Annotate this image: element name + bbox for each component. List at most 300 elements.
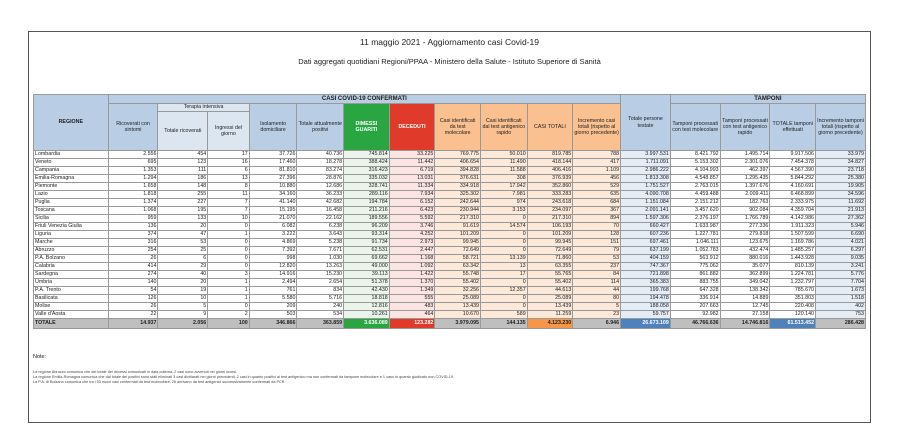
data-cell: 529 [573,183,621,191]
data-cell: 1.168 [389,255,435,263]
data-cell: 388.424 [344,159,390,167]
data-cell: 72.649 [435,247,481,255]
header-totale-ricoverati: Totale ricoverati [158,112,208,151]
data-cell: 207.663 [670,303,720,311]
data-cell: 1.224.781 [770,271,816,279]
data-cell: 35.077 [720,263,770,271]
data-cell: 237 [573,263,621,271]
table-row [34,271,866,279]
data-cell: 998 [249,255,297,263]
data-cell: 534 [297,311,344,319]
data-cell: 140 [108,279,158,287]
data-cell: 69.662 [344,255,390,263]
data-cell: 394.828 [435,167,481,175]
data-cell: 4.252 [389,231,435,239]
data-cell: 2.376.197 [670,215,720,223]
data-cell: 44 [573,287,621,295]
data-cell: 19.905 [816,183,866,191]
data-cell: 16.458 [297,207,344,215]
data-cell: 13.031 [389,175,435,183]
data-cell: 3.997.531 [621,151,671,159]
data-cell: 0 [208,239,249,247]
data-cell: 62.531 [344,247,390,255]
data-cell: 58.721 [435,255,481,263]
note-line: La P.A. di Bolzano comunica che tra i 53 nuovi casi confermati da test molecolare, 26 derivano da test antigenici successivamente confermati da PCR. [33,380,286,385]
table-row [34,247,866,255]
data-cell: 55.402 [435,279,481,287]
data-cell: 209 [249,303,297,311]
data-cell: 148 [158,183,208,191]
data-cell: 362.899 [720,271,770,279]
total-row [34,319,866,329]
data-cell: 188.058 [621,303,671,311]
data-cell: 13 [480,263,527,271]
data-cell: 462.397 [720,167,770,175]
data-cell: 6.238 [297,223,344,231]
data-cell: 7.392 [249,247,297,255]
header-isolamento: Isolamento domiciliare [249,104,297,151]
data-cell: 2.151.212 [670,199,720,207]
data-cell: 25.380 [816,175,866,183]
data-cell: 11.692 [816,199,866,207]
data-cell: 18.818 [344,295,390,303]
data-cell: 289.116 [344,191,390,199]
data-cell: 695 [108,159,158,167]
data-cell: 20 [158,279,208,287]
data-cell: 8 [208,183,249,191]
data-cell: 753 [816,311,866,319]
data-cell: 3.241 [816,263,866,271]
data-cell: 55.402 [527,279,573,287]
data-cell: 194.784 [344,199,390,207]
data-cell: 414 [108,263,158,271]
data-cell: 96.209 [344,223,390,231]
data-cell: 14.889 [720,295,770,303]
data-cell: 7.704 [816,279,866,287]
header-tamponi-group: TAMPONI [670,95,865,104]
data-cell: 12.820 [249,263,297,271]
data-cell: 17 [480,271,527,279]
data-cell: 63.342 [435,263,481,271]
data-cell: 274 [108,271,158,279]
data-cell: 2.301.076 [720,159,770,167]
data-cell: 93.314 [344,231,390,239]
data-cell: 26 [108,255,158,263]
data-cell: 151 [573,239,621,247]
table-row [34,255,866,263]
data-cell: 1.766.789 [720,215,770,223]
data-cell: 53 [573,255,621,263]
data-cell: 456 [573,175,621,183]
data-cell: 3.457.620 [670,207,720,215]
data-cell: 53 [158,239,208,247]
region-name-cell: P.A. Bolzano [34,255,109,263]
data-cell: 120.140 [770,311,816,319]
data-cell: 6.468.899 [770,191,816,199]
data-cell: 316 [108,239,158,247]
region-name-cell: Marche [34,239,109,247]
data-cell: 33.225 [389,151,435,159]
data-cell: 7.981 [480,191,527,199]
data-cell: 647.328 [670,287,720,295]
data-cell: 1.052.783 [670,247,720,255]
data-cell: 697.461 [621,239,671,247]
data-cell: 111 [158,167,208,175]
data-cell: 14.916 [249,271,297,279]
data-cell: 4.359.704 [770,207,816,215]
data-cell: 10 [208,215,249,223]
data-cell: 12.816 [344,303,390,311]
data-cell: 376.631 [435,175,481,183]
table-row [34,207,866,215]
total-cell: 14.746.816 [720,319,770,329]
note-line: La regione Emilia-Romagna comunica che dal totale dei positivi sono stati eliminati 3 casi dichiarati nei giorni precedenti: 2 casi in quanto positivi al test antigenico ma non confermati da tampone molecolare e 1 caso in quanto giudicato non COVID-19. [33,375,455,380]
data-cell: 635 [573,191,621,199]
table-row [34,263,866,271]
data-cell: 0 [480,295,527,303]
region-name-cell: Friuli Venezia Giulia [34,223,109,231]
data-cell: 51.378 [344,279,390,287]
covid-data-table [33,94,866,329]
data-cell: 44.613 [527,287,573,295]
data-cell: 406.654 [435,159,481,167]
data-cell: 374 [108,231,158,239]
data-cell: 2.763.015 [670,183,720,191]
data-cell: 2.986.222 [621,167,671,175]
region-name-cell: P.A. Trento [34,287,109,295]
data-cell: 1.751.527 [621,183,671,191]
data-cell: 11.442 [389,159,435,167]
data-cell: 10.880 [249,183,297,191]
data-cell: 1 [208,287,249,295]
data-cell: 27.158 [720,311,770,319]
data-cell: 761 [249,287,297,295]
data-cell: 503 [249,311,297,319]
region-name-cell: Sicilia [34,215,109,223]
data-cell: 28.876 [297,175,344,183]
total-cell: 286.428 [816,319,866,329]
header-dimessi-guariti: DIMESSI GUARITI [344,104,390,151]
data-cell: 1 [208,279,249,287]
data-cell: 308 [480,175,527,183]
data-cell: 5.946 [816,223,866,231]
region-name-cell: Toscana [34,207,109,215]
data-cell: 0 [480,247,527,255]
region-name-cell: Abruzzo [34,247,109,255]
header-tamponi-molecolare: Tamponi processati con test molecolare [670,104,720,151]
data-cell: 19 [158,287,208,295]
data-cell: 4.142.986 [770,215,816,223]
data-cell: 17.942 [480,183,527,191]
data-cell: 2.009.411 [720,191,770,199]
data-cell: 4.104.993 [670,167,720,175]
data-cell: 684 [573,199,621,207]
data-cell: 227 [158,199,208,207]
data-cell: 819.785 [527,151,573,159]
region-name-cell: Umbria [34,279,109,287]
data-cell: 12.357 [480,287,527,295]
data-cell: 1.443.928 [770,255,816,263]
data-cell: 27.396 [249,175,297,183]
region-name-cell: Sardegna [34,271,109,279]
data-cell: 1.030 [297,255,344,263]
data-cell: 84 [573,271,621,279]
total-cell: 6.946 [573,319,621,329]
data-cell: 2.973 [389,239,435,247]
data-cell: 25 [158,247,208,255]
data-cell: 10 [158,295,208,303]
data-cell: 0 [480,279,527,287]
data-cell: 1.349 [389,287,435,295]
data-cell: 240 [297,303,344,311]
data-cell: 22.162 [297,215,344,223]
data-cell: 10.261 [344,311,390,319]
data-cell: 36.233 [297,191,344,199]
data-cell: 72.649 [527,247,573,255]
data-cell: 55.748 [435,271,481,279]
data-cell: 328.741 [344,183,390,191]
data-cell: 352.860 [527,183,573,191]
data-cell: 1.227.781 [670,231,720,239]
data-cell: 325.302 [435,191,481,199]
data-cell: 7.934 [389,191,435,199]
data-cell: 788 [573,151,621,159]
data-cell: 234.097 [527,207,573,215]
data-cell: 1.092 [389,263,435,271]
data-cell: 186 [158,175,208,183]
data-cell: 101.209 [527,231,573,239]
data-cell: 894 [573,215,621,223]
data-cell: 334.918 [435,183,481,191]
data-cell: 12.686 [297,183,344,191]
data-cell: 1.818 [108,191,158,199]
data-cell: 15.195 [249,207,297,215]
data-cell: 217.310 [527,215,573,223]
data-cell: 5.580 [249,295,297,303]
data-cell: 138.342 [720,287,770,295]
data-cell: 40.736 [297,151,344,159]
region-name-cell: Emilia-Romagna [34,175,109,183]
data-cell: 9.035 [816,255,866,263]
data-cell: 0 [208,303,249,311]
region-name-cell: Lombardia [34,151,109,159]
data-cell: 211.216 [344,207,390,215]
data-cell: 242.644 [435,199,481,207]
total-cell: 144.135 [480,319,527,329]
note-line: La regione Abruzzo comunica che del totale dei decessi comunicati in data odierna, 2 casi sono avvenuti nei giorni scorsi. [33,370,238,374]
report-title: 11 maggio 2021 - Aggiornamento casi Covid-19 [360,37,539,47]
data-cell: 1.597.306 [621,215,671,223]
data-cell: 79 [573,247,621,255]
region-name-cell: Piemonte [34,183,109,191]
data-cell: 133 [158,215,208,223]
region-name-cell: Lazio [34,191,109,199]
data-cell: 99.945 [435,239,481,247]
region-name-cell: Liguria [34,231,109,239]
data-cell: 6.719 [389,167,435,175]
data-cell: 6.423 [389,207,435,215]
data-cell: 1.518 [816,295,866,303]
data-cell: 4.160.691 [770,183,816,191]
header-casi-totali: CASI TOTALI [527,104,573,151]
data-cell: 555 [389,295,435,303]
header-incremento-casi: Incremento casi totali (rispetto al giorno precedente) [573,104,621,151]
data-cell: 1.232.797 [770,279,816,287]
table-row [34,151,866,159]
data-cell: 2.494 [249,279,297,287]
data-cell: 775.062 [670,263,720,271]
data-cell: 336.914 [670,295,720,303]
data-cell: 254 [108,247,158,255]
data-cell: 2.091.141 [621,207,671,215]
header-terapia-intensiva: Terapia intensiva [158,104,249,112]
data-cell: 1.711.091 [621,159,671,167]
data-cell: 464 [389,311,435,319]
data-cell: 861.882 [670,271,720,279]
header-casi-molecolare: Casi identificati da test molecolare [435,104,481,151]
data-cell: 1.495.714 [720,151,770,159]
data-cell: 34.596 [816,191,866,199]
table-row [34,287,866,295]
table-row [34,239,866,247]
data-cell: 417 [573,159,621,167]
data-cell: 17 [208,151,249,159]
notes-heading: Note: [33,354,47,360]
data-cell: 101.209 [435,231,481,239]
data-cell: 83.274 [297,167,344,175]
data-cell: 2.556 [108,151,158,159]
data-cell: 106.193 [527,223,573,231]
table-row [34,183,866,191]
data-cell: 1 [208,295,249,303]
data-cell: 3.153 [480,207,527,215]
data-cell: 402 [816,303,866,311]
data-cell: 4.459.488 [670,191,720,199]
data-cell: 1.507.599 [770,231,816,239]
data-cell: 42.682 [297,199,344,207]
region-name-cell: Campania [34,167,109,175]
data-cell: 12.745 [720,303,770,311]
data-cell: 2 [208,311,249,319]
header-totale-tamponi: TOTALE tamponi effettuati [770,104,816,151]
data-cell: 1.294 [108,175,158,183]
data-cell: 123 [158,159,208,167]
data-cell: 4.548.857 [670,175,720,183]
table-row [34,279,866,287]
data-cell: 0 [208,255,249,263]
total-cell: 61.513.452 [770,319,816,329]
header-casi-group: CASI COVID-19 CONFERMATI [108,95,620,104]
header-deceduti: DECEDUTI [389,104,435,151]
data-cell: 23 [573,311,621,319]
data-cell: 40 [158,271,208,279]
data-cell: 3.643 [297,231,344,239]
data-cell: 785.670 [770,287,816,295]
data-cell: 376.939 [527,175,573,183]
table-row [34,191,866,199]
data-cell: 316.423 [344,167,390,175]
data-cell: 230.944 [435,207,481,215]
data-cell: 0 [480,303,527,311]
data-cell: 6.690 [816,231,866,239]
data-cell: 189.556 [344,215,390,223]
table-row [34,231,866,239]
data-cell: 34.827 [816,159,866,167]
data-cell: 11 [208,191,249,199]
data-cell: 7 [208,207,249,215]
data-cell: 14.574 [480,223,527,231]
data-cell: 9.917.506 [770,151,816,159]
data-cell: 91.619 [435,223,481,231]
data-cell: 50.010 [480,151,527,159]
total-cell: 4.123.230 [527,319,573,329]
data-cell: 0 [208,263,249,271]
total-cell: 346.866 [249,319,297,329]
region-name-cell: Molise [34,303,109,311]
data-cell: 2.654 [297,279,344,287]
data-cell: 1.658 [108,183,158,191]
data-cell: 6.082 [249,223,297,231]
header-ingressi-giorno: Ingressi del giorno [208,112,249,151]
table-row [34,311,866,319]
data-cell: 5 [573,303,621,311]
data-cell: 454 [158,151,208,159]
table-row [34,175,866,183]
data-cell: 1 [208,231,249,239]
data-cell: 5.592 [389,215,435,223]
data-cell: 91.734 [344,239,390,247]
table-row [34,167,866,175]
data-cell: 404.159 [621,255,671,263]
data-cell: 880.016 [720,255,770,263]
data-cell: 27.362 [816,215,866,223]
header-attualmente-positivi: Totale attualmente positivi [297,104,344,151]
data-cell: 0 [480,231,527,239]
data-cell: 41.140 [249,199,297,207]
data-cell: 0 [480,239,527,247]
data-cell: 6 [158,255,208,263]
data-cell: 406.416 [527,167,573,175]
data-cell: 29 [158,263,208,271]
data-cell: 335.032 [344,175,390,183]
data-cell: 5.153.302 [670,159,720,167]
data-cell: 1.485.257 [770,247,816,255]
data-cell: 4.567.390 [770,167,816,175]
data-cell: 902.084 [720,207,770,215]
data-cell: 10.670 [435,311,481,319]
region-name-cell: Basilicata [34,295,109,303]
data-cell: 194.478 [621,295,671,303]
notes-section [33,354,863,386]
data-cell: 13.139 [480,255,527,263]
data-cell: 959 [108,215,158,223]
data-cell: 1.068 [108,207,158,215]
data-cell: 55.765 [527,271,573,279]
data-cell: 33.979 [816,151,866,159]
data-cell: 23.718 [816,167,866,175]
data-cell: 4.869 [249,239,297,247]
data-cell: 255 [158,191,208,199]
data-cell: 483 [389,303,435,311]
data-cell: 418.144 [527,159,573,167]
data-cell: 123.675 [720,239,770,247]
data-cell: 721.898 [621,271,671,279]
data-cell: 11.334 [389,183,435,191]
data-cell: 810.139 [770,263,816,271]
header-persone-testate: Totale persone testate [621,95,671,151]
header-tamponi-antigenico: Tamponi processati con test antigenico rapido [720,104,770,151]
data-cell: 13.263 [297,263,344,271]
